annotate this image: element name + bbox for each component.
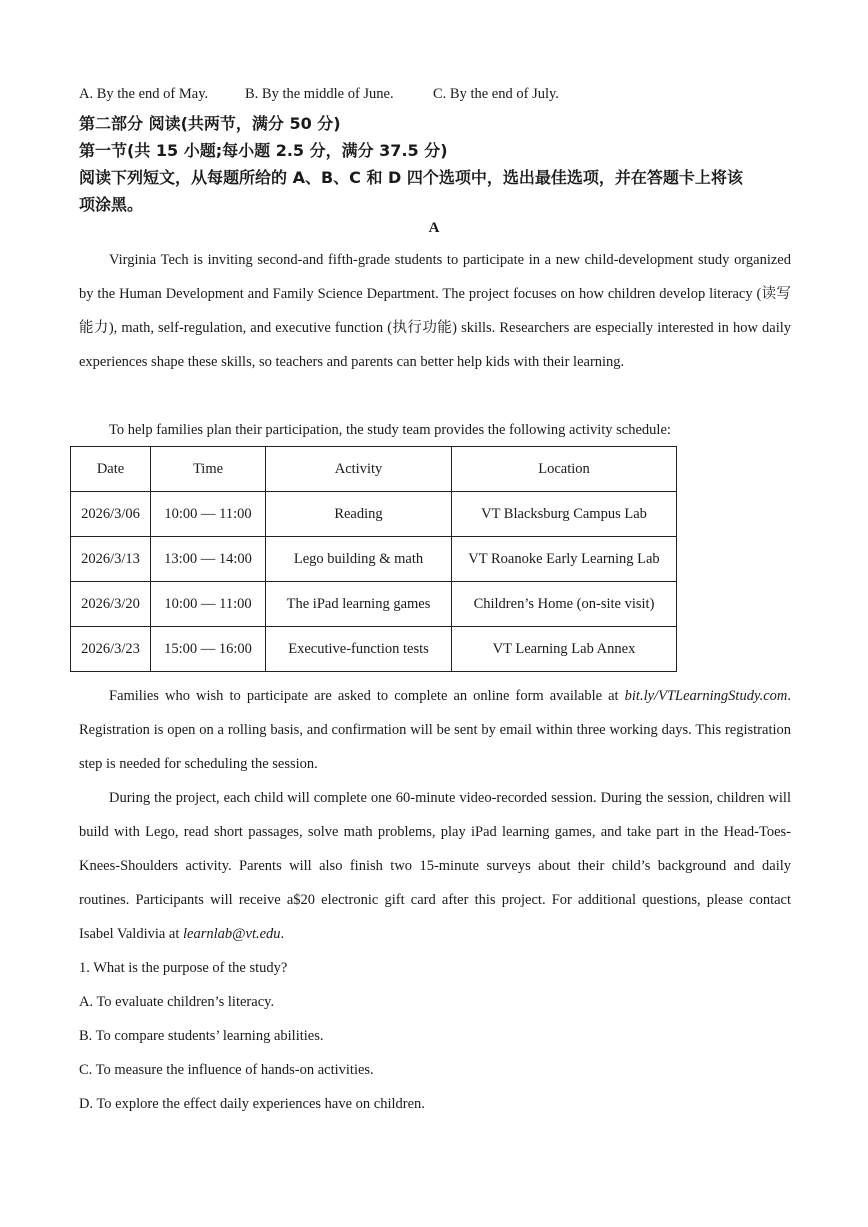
table-row: [71, 582, 677, 627]
cell-time: 10:00 — 11:00: [151, 582, 266, 627]
table-row: [71, 537, 677, 582]
session-text-end: .: [280, 926, 285, 942]
cell-location: VT Learning Lab Annex: [452, 627, 677, 672]
instructions-line-1: 阅读下列短文，从每题所给的 A、B、C 和 D 四个选项中，选出最佳选项，并在答题卡上将该: [79, 168, 743, 187]
instructions-line-2: 项涂黑。: [79, 195, 144, 214]
header-location: Location: [452, 447, 677, 492]
cell-activity: Lego building & math: [266, 537, 452, 582]
activity-schedule-table: [70, 446, 677, 672]
option-c: C. By the end of July.: [433, 86, 559, 102]
header-time: Time: [151, 447, 266, 492]
table-header-row: [71, 447, 677, 492]
cell-time: 10:00 — 11:00: [151, 492, 266, 537]
option-b: B. By the middle of June.: [245, 86, 394, 102]
question-1-option-d: D. To explore the effect daily experiences have on children.: [79, 1096, 425, 1112]
cell-date: 2026/3/20: [71, 582, 151, 627]
table-row: [71, 492, 677, 537]
option-a: A. By the end of May.: [79, 86, 209, 102]
registration-text: Families who wish to participate are asked to complete an online form available at: [109, 688, 625, 704]
registration-link[interactable]: bit.ly/VTLearningStudy.com: [624, 688, 788, 704]
contact-email[interactable]: learnlab@vt.edu: [183, 926, 281, 942]
subsection-title: 第一节(共 15 小题;每小题 2.5 分，满分 37.5 分): [79, 141, 448, 160]
question-1-option-c: C. To measure the influence of hands-on activities.: [79, 1062, 374, 1078]
registration-text-end: . Registration is open on a rolling basis, and confirmation will be sent by email within three working days. This registration step is needed for scheduling the session.: [79, 688, 791, 772]
cell-location: VT Blacksburg Campus Lab: [452, 492, 677, 537]
cell-location: Children’s Home (on-site visit): [452, 582, 677, 627]
table-row: [71, 627, 677, 672]
cell-date: 2026/3/23: [71, 627, 151, 672]
cell-date: 2026/3/13: [71, 537, 151, 582]
cell-activity: Reading: [266, 492, 452, 537]
cell-activity: The iPad learning games: [266, 582, 452, 627]
question-1-option-a: A. To evaluate children’s literacy.: [79, 994, 275, 1010]
cell-date: 2026/3/06: [71, 492, 151, 537]
passage-paragraph-2: To help families plan their participation, the study team provides the following activity schedule:: [109, 422, 671, 438]
session-text: During the project, each child will complete one 60-minute video-recorded session. During the session, children will build with Lego, read short passages, solve math problems, play iPad learning games, and take part in the Head-Toes-Knees-Shoulders activity. Parents will also finish two 15-minute surveys about their child’s background and daily routines. Participants will receive a$20 electronic gift card after this project. For additional questions, please contact Isabel Valdivia at: [79, 790, 791, 942]
part-title: 第二部分 阅读(共两节，满分 50 分): [79, 114, 341, 133]
passage-paragraph-1: Virginia Tech is inviting second-and fifth-grade students to participate in a new child-development study organized by the Human Development and Family Science Department. The project focuses on how children develop literacy (读写能力), math, self-regulation, and executive function (执行功能) skills. Researchers are especially interested in how daily experiences shape these skills, so teachers and parents can better help kids with their learning.: [79, 252, 791, 370]
question-1-stem: 1. What is the purpose of the study?: [79, 960, 288, 976]
passage-label: A: [428, 220, 440, 236]
question-1-option-b: B. To compare students’ learning abilities.: [79, 1028, 324, 1044]
cell-time: 15:00 — 16:00: [151, 627, 266, 672]
cell-time: 13:00 — 14:00: [151, 537, 266, 582]
passage-paragraph-3: [79, 679, 791, 781]
header-activity: Activity: [266, 447, 452, 492]
cell-location: VT Roanoke Early Learning Lab: [452, 537, 677, 582]
passage-paragraph-4: [79, 781, 791, 951]
previous-question-options: [79, 86, 559, 103]
header-date: Date: [71, 447, 151, 492]
cell-activity: Executive-function tests: [266, 627, 452, 672]
